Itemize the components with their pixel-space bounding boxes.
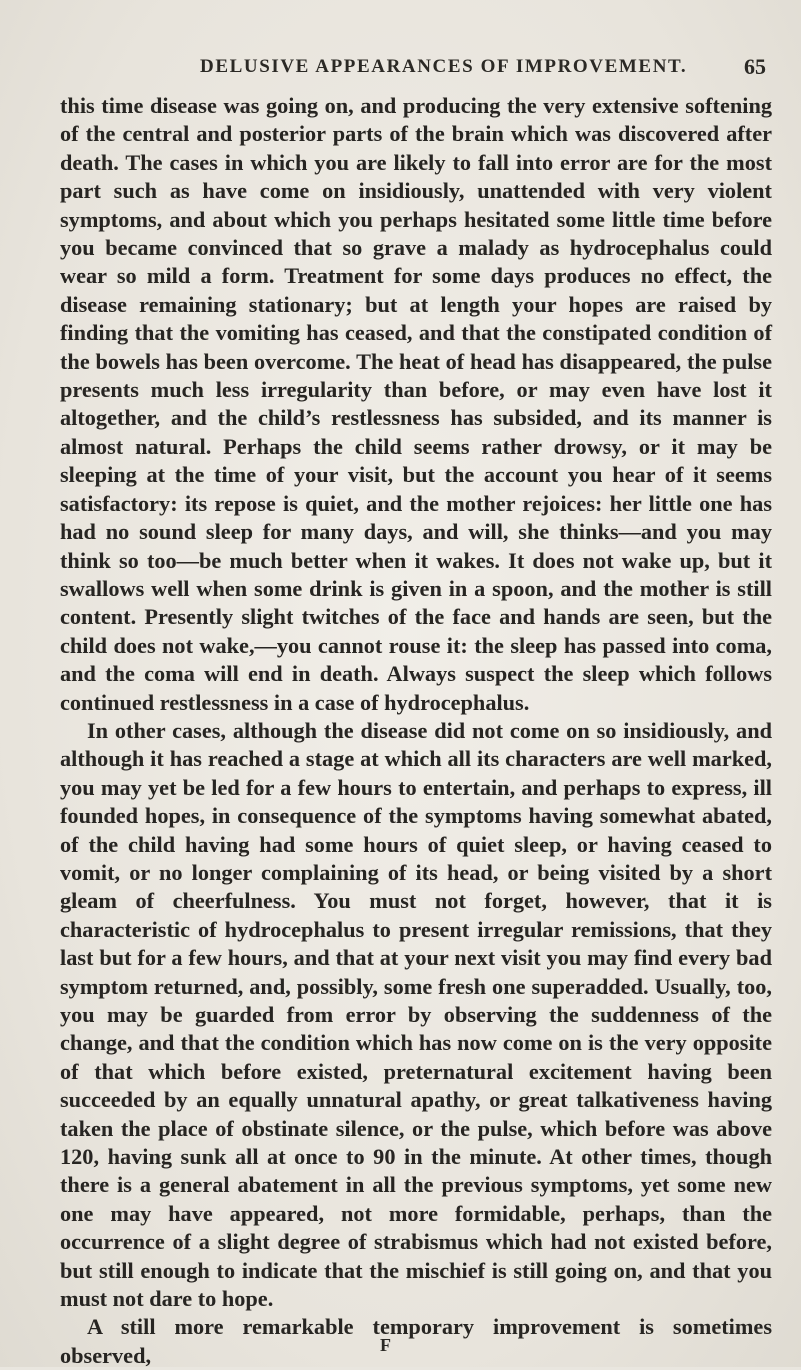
signature-mark: F [380, 1335, 391, 1355]
page-number: 65 [744, 54, 766, 79]
paragraph-2: In other cases, although the disease did not come on so insidiously, and although it has reached a stage at which all its characters are well marked, you may yet be led for a few hours to entertain, and perhaps to express, ill founded hopes, in consequence of the symptoms having somewhat abated, of the child having had some hours of quiet sleep, or having ceased to vomit, or no longer complaining of its head, or being visited by a short gleam of cheerfulness. You must not forget, however, that it is characteristic of hydrocephalus to present irregular remissions, that they last but for a few hours, and that at your next visit you may find every bad symptom returned, and, possibly, some fresh one superadded. Usually, too, you may be guarded from error by observing the suddenness of the change, and that the condition which has now come on is the very opposite of that which before existed, preternatural excitement having been succeeded by an equally unnatural apathy, or great talkativeness having taken the place of obstinate silence, or the pulse, which before was above 120, having sunk all at once to 90 in the minute. At other times, though there is a general abatement in all the previous symptoms, yet some new one may have appeared, not more formidable, perhaps, than the occurrence of a slight degree of strabismus which had not existed before, but still enough to indicate that the mischief is still going on, and that you must not dare to hope. [60, 717, 772, 1312]
running-head: DELUSIVE APPEARANCES OF IMPROVEMENT. [200, 56, 688, 77]
paragraph-3: A still more remarkable temporary improvement is sometimes observed, [60, 1314, 772, 1368]
paragraph-1: this time disease was going on, and producing the very extensive softening of the central and posterior parts of the brain which was discovered after death. The cases in which you are likely to fall into error are for the most part such as have come on insidiously, unattended with very violent symptoms, and about which you perhaps hesitated some little time before you became convinced that so grave a malady as hydrocephalus could wear so mild a form. Treatment for some days produces no effect, the disease remaining stationary; but at length your hopes are raised by finding that the vomiting has ceased, and that the constipated condition of the bowels has been overcome. The heat of head has disappeared, the pulse presents much less irregularity than before, or may even have lost it altogether, and the child’s restlessness has subsided, and its manner is almost natural. Perhaps the child seems rather drowsy, or it may be sleeping at the time of your visit, but the account you hear of it seems satisfactory: its repose is quiet, and the mother rejoices: her little one has had no sound sleep for many days, and will, she thinks—and you may think so too—be much better when it wakes. It does not wake up, but it swallows well when some drink is given in a spoon, and the mother is still content. Presently slight twitches of the face and hands are seen, but the child does not wake,—you cannot rouse it: the sleep has passed into coma, and the coma will end in death. Always suspect the sleep which follows continued restlessness in a case of hydrocephalus. [60, 93, 772, 715]
page-header [60, 54, 772, 84]
body-text [60, 92, 772, 1370]
